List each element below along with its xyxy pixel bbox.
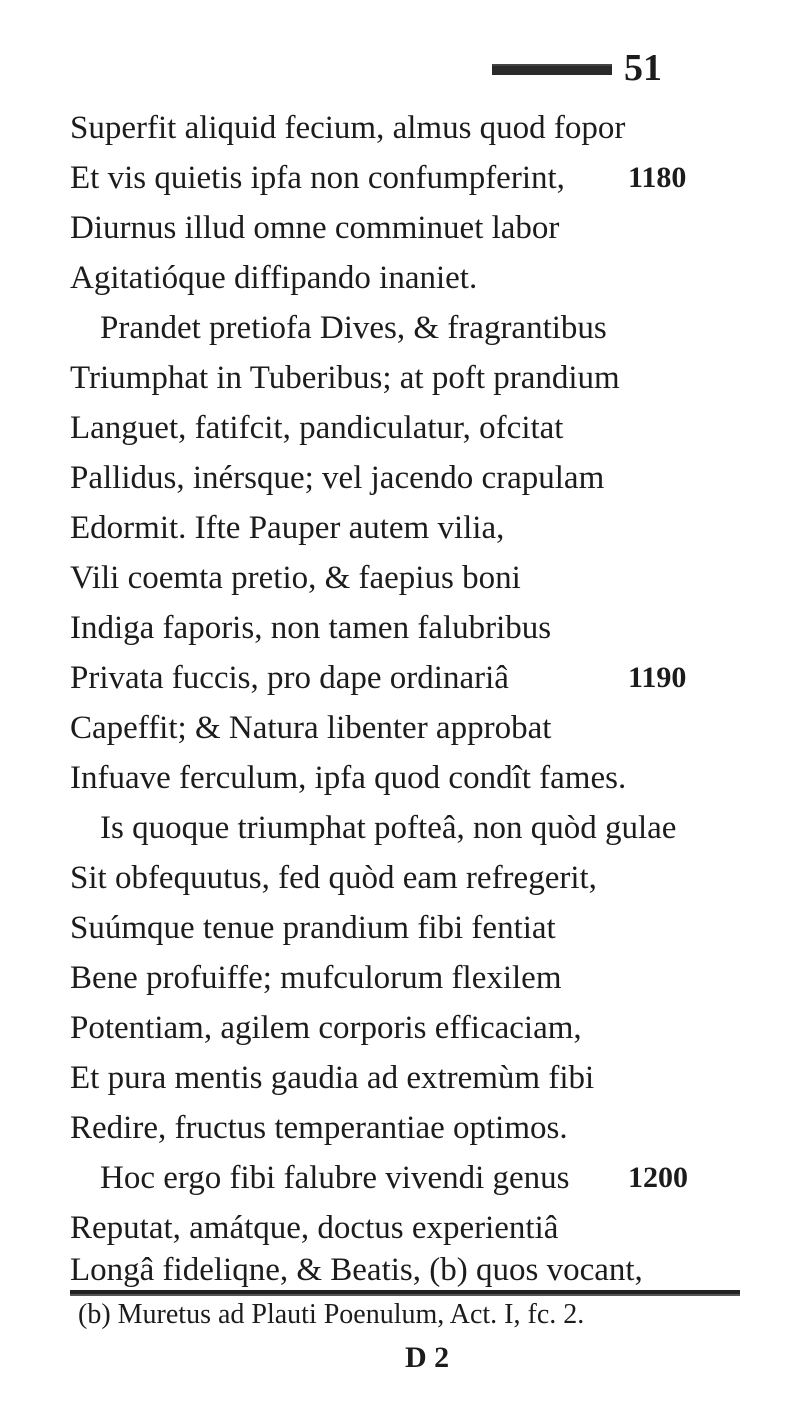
header-ornament-rule bbox=[492, 64, 612, 75]
verse-line: Hoc ergo fibi falubre vivendi genus bbox=[100, 1160, 570, 1196]
verse-line: Sit obfequutus, fed quòd eam refregerit, bbox=[70, 860, 597, 896]
verse-line: Is quoque triumphat pofteâ, non quòd gulae bbox=[100, 810, 677, 846]
footnote-divider bbox=[70, 1290, 740, 1296]
verse-line: Suúmque tenue prandium fibi fentiat bbox=[70, 910, 556, 946]
verse-line: Et vis quietis ipfa non confumpferint, bbox=[70, 160, 565, 196]
line-number: 1180 bbox=[628, 161, 687, 194]
verse-line: Capeffit; & Natura libenter approbat bbox=[70, 710, 552, 746]
verse-line: Privata fuccis, pro dape ordinariâ bbox=[70, 660, 509, 696]
footnote: (b) Muretus ad Plauti Poenulum, Act. I, fc. 2. bbox=[78, 1299, 585, 1330]
verse-line: Superfit aliquid fecium, almus quod fopor bbox=[70, 110, 626, 146]
verse-line: Languet, fatifcit, pandiculatur, ofcitat bbox=[70, 410, 564, 446]
verse-line: Bene profuiffe; mufculorum flexilem bbox=[70, 960, 562, 996]
verse-line: Vili coemta pretio, & faepius boni bbox=[70, 560, 521, 596]
verse-line: Triumphat in Tuberibus; at poft prandium bbox=[70, 360, 620, 396]
signature-mark: D 2 bbox=[405, 1341, 450, 1374]
verse-line: Potentiam, agilem corporis efficaciam, bbox=[70, 1010, 582, 1046]
verse-line: Diurnus illud omne comminuet labor bbox=[70, 210, 560, 246]
verse-line: Edormit. Ifte Pauper autem vilia, bbox=[70, 510, 505, 546]
verse-line: Reputat, amátque, doctus experientiâ bbox=[70, 1210, 559, 1246]
verse-line: Longâ fideliqne, & Beatis, (b) quos vocant, bbox=[70, 1252, 643, 1288]
verse-line: Indiga faporis, non tamen falubribus bbox=[70, 610, 552, 646]
verse-line: Agitatióque diffipando inaniet. bbox=[70, 260, 478, 296]
verse-line: Et pura mentis gaudia ad extremùm fibi bbox=[70, 1060, 595, 1096]
line-number: 1200 bbox=[628, 1161, 688, 1194]
verse-line: Redire, fructus temperantiae optimos. bbox=[70, 1110, 568, 1146]
page-number: 51 bbox=[624, 47, 662, 89]
verse-line: Infuave ferculum, ipfa quod condît fames. bbox=[70, 760, 627, 796]
line-number: 1190 bbox=[628, 661, 687, 694]
verse-line: Pallidus, inérsque; vel jacendo crapulam bbox=[70, 460, 605, 496]
verse-line: Prandet pretiofa Dives, & fragrantibus bbox=[100, 310, 607, 346]
